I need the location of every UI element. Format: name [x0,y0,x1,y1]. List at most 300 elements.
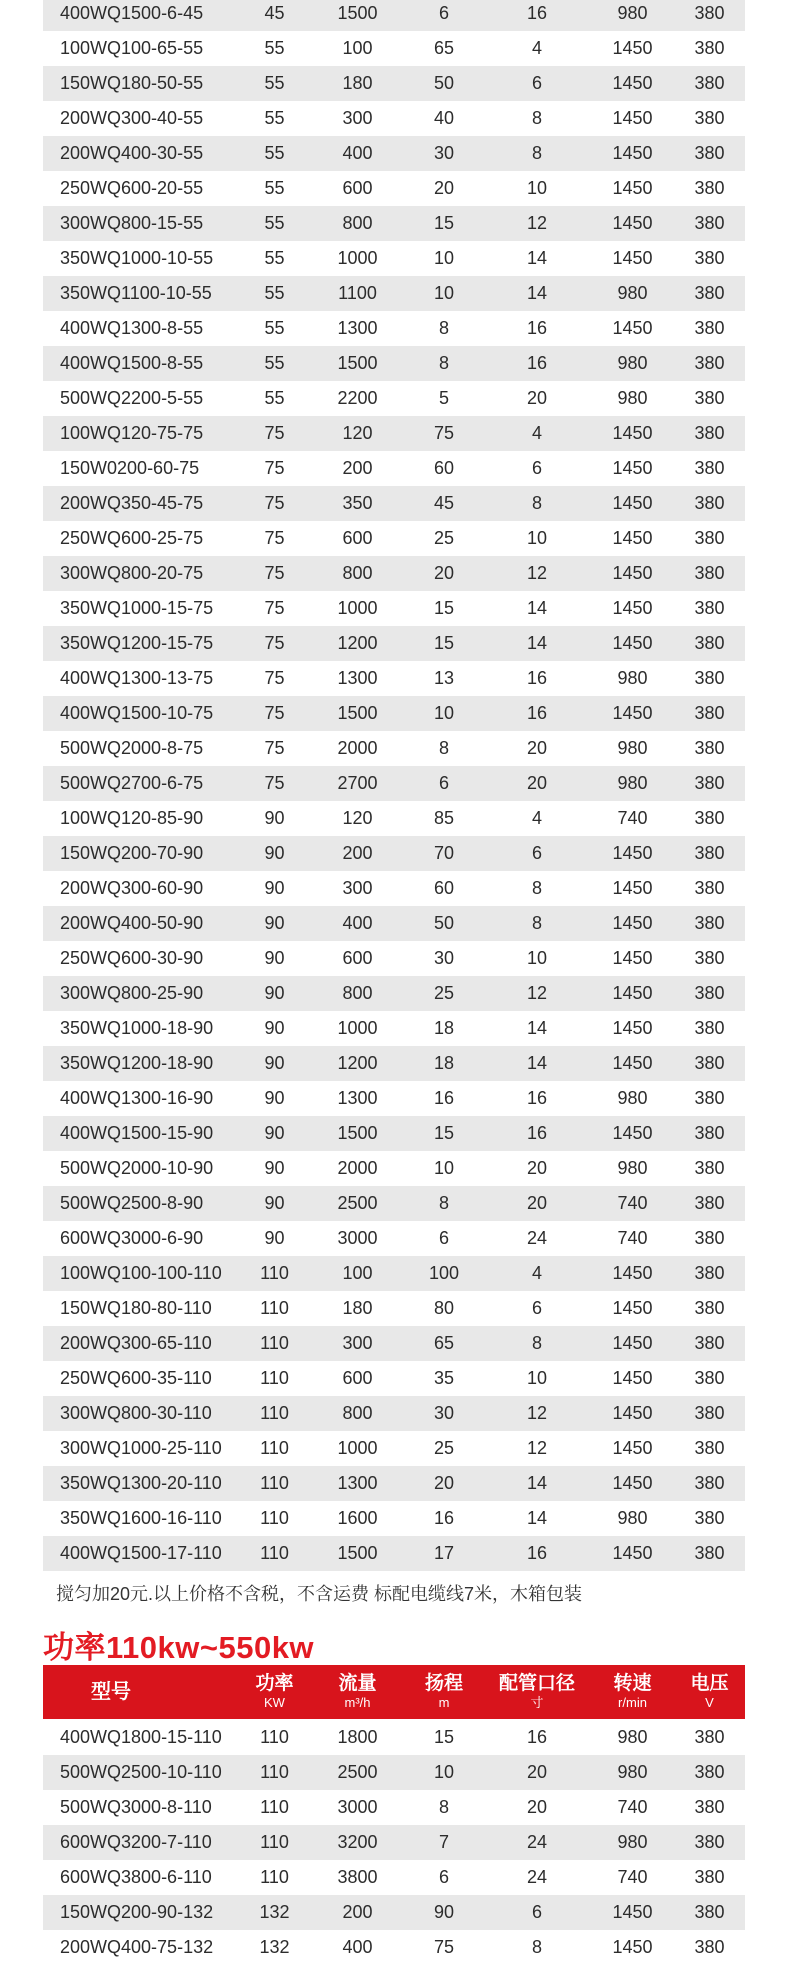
voltage-cell: 380 [694,353,725,373]
table-row [43,591,745,626]
speed-cell: 1450 [612,1368,653,1388]
pipe-size-cell: 4 [531,38,542,58]
voltage-cell: 380 [694,248,725,268]
power-cell: 110 [260,1867,289,1887]
voltage-cell: 380 [694,1867,725,1887]
head-cell: 8 [438,1797,449,1817]
table-row [43,1256,745,1291]
header-voltage-unit: V [705,1695,714,1710]
power-cell: 110 [260,1762,289,1782]
flow-cell: 200 [342,843,373,863]
speed-cell: 1450 [612,1543,653,1563]
model-cell: 350WQ1300-20-110 [60,1473,222,1493]
head-cell: 20 [433,1473,455,1493]
voltage-cell: 380 [694,1228,725,1248]
flow-cell: 2200 [337,388,378,408]
power-cell: 55 [264,178,285,198]
model-cell: 500WQ3000-8-110 [60,1797,212,1817]
table-row [43,906,745,941]
table-row [43,871,745,906]
model-cell: 250WQ600-20-55 [60,178,204,198]
pipe-size-cell: 8 [531,1333,542,1353]
model-cell: 350WQ1200-18-90 [60,1053,214,1073]
pipe-size-cell: 16 [526,353,548,373]
table-row [43,1466,745,1501]
pipe-size-cell: 16 [526,668,548,688]
power-cell: 75 [264,458,285,478]
power-cell: 110 [260,1797,289,1817]
power-cell: 55 [264,143,285,163]
voltage-cell: 380 [694,1018,725,1038]
pipe-size-cell: 16 [526,1088,548,1108]
speed-cell: 980 [617,668,648,688]
table-row [43,836,745,871]
table-row [43,696,745,731]
voltage-cell: 380 [694,318,725,338]
voltage-cell: 380 [694,1832,725,1852]
speed-cell: 1450 [612,703,653,723]
model-cell: 100WQ120-85-90 [60,808,204,828]
power-cell: 110 [260,1368,289,1388]
speed-cell: 980 [617,1088,648,1108]
header-speed-label: 转速 [613,1673,652,1694]
speed-cell: 1450 [612,913,653,933]
head-cell: 70 [433,843,455,863]
flow-cell: 400 [342,1937,373,1957]
flow-cell: 1200 [337,633,378,653]
speed-cell: 740 [617,808,648,828]
speed-cell: 1450 [612,598,653,618]
speed-cell: 1450 [612,493,653,513]
speed-cell: 1450 [612,108,653,128]
speed-cell: 1450 [612,1053,653,1073]
header-pipe-size-unit: 寸 [530,1695,544,1710]
power-cell: 55 [264,283,285,303]
price-note: 搅匀加20元.以上价格不含税，不含运费 标配电缆线7米，木箱包装 [56,1584,583,1604]
table-row [43,171,745,206]
head-cell: 6 [438,1867,449,1887]
table-row [43,1790,745,1825]
pipe-size-cell: 8 [531,143,542,163]
speed-cell: 1450 [612,423,653,443]
pipe-size-cell: 8 [531,913,542,933]
flow-cell: 400 [342,143,373,163]
flow-cell: 3800 [337,1867,378,1887]
speed-cell: 1450 [612,213,653,233]
table-row [43,1361,745,1396]
model-cell: 100WQ120-75-75 [60,423,204,443]
speed-cell: 1450 [612,458,653,478]
voltage-cell: 380 [694,458,725,478]
table-row [43,346,745,381]
voltage-cell: 380 [694,1473,725,1493]
voltage-cell: 380 [694,773,725,793]
speed-cell: 1450 [612,248,653,268]
pipe-size-cell: 20 [526,1193,548,1213]
power-cell: 110 [260,1473,289,1493]
speed-cell: 1450 [612,633,653,653]
power-cell: 110 [260,1403,289,1423]
flow-cell: 1500 [337,1123,378,1143]
header-voltage [674,1673,745,1711]
flow-cell: 2000 [337,1158,378,1178]
table-row [43,1396,745,1431]
head-cell: 16 [433,1088,455,1108]
power-cell: 75 [264,703,285,723]
flow-cell: 1500 [337,1543,378,1563]
pipe-size-cell: 24 [526,1867,548,1887]
power-cell: 75 [264,633,285,653]
table-row [43,416,745,451]
speed-cell: 980 [617,738,648,758]
pipe-size-cell: 14 [526,1508,548,1528]
voltage-cell: 380 [694,143,725,163]
table-row [43,1221,745,1256]
voltage-cell: 380 [694,1727,725,1747]
speed-cell: 740 [617,1797,648,1817]
model-cell: 150WQ180-50-55 [60,73,204,93]
head-cell: 30 [433,143,455,163]
table-row [43,1011,745,1046]
table-row [43,1755,745,1790]
speed-cell: 1450 [612,563,653,583]
table-row [43,241,745,276]
table-row [43,1930,745,1965]
model-cell: 200WQ400-50-90 [60,913,204,933]
head-cell: 8 [438,318,449,338]
pipe-size-cell: 20 [526,773,548,793]
model-cell: 400WQ1300-8-55 [60,318,204,338]
table-row [43,1536,745,1571]
voltage-cell: 380 [694,1333,725,1353]
speed-cell: 1450 [612,1937,653,1957]
flow-cell: 120 [342,423,373,443]
voltage-cell: 380 [694,1508,725,1528]
table-row [43,521,745,556]
model-cell: 300WQ800-15-55 [60,213,204,233]
pipe-size-cell: 14 [526,248,548,268]
pipe-size-cell: 24 [526,1228,548,1248]
power-cell: 75 [264,528,285,548]
voltage-cell: 380 [694,703,725,723]
speed-cell: 1450 [612,1438,653,1458]
header-model-label: 型号 [91,1681,131,1703]
power-cell: 110 [260,1263,289,1283]
voltage-cell: 380 [694,738,725,758]
head-cell: 50 [433,913,455,933]
speed-cell: 1450 [612,178,653,198]
power-cell: 110 [260,1543,289,1563]
voltage-cell: 380 [694,1123,725,1143]
head-cell: 10 [433,1762,455,1782]
model-cell: 400WQ1500-8-55 [60,353,204,373]
power-cell: 45 [264,3,285,23]
speed-cell: 1450 [612,528,653,548]
model-cell: 350WQ1000-15-75 [60,598,214,618]
voltage-cell: 380 [694,843,725,863]
flow-cell: 1500 [337,3,378,23]
power-cell: 132 [259,1902,290,1922]
pipe-size-cell: 14 [526,1018,548,1038]
table-row [43,1431,745,1466]
power-cell: 75 [264,598,285,618]
head-cell: 8 [438,738,449,758]
table-row [43,941,745,976]
model-cell: 250WQ600-30-90 [60,948,204,968]
flow-cell: 800 [342,213,373,233]
table-row [43,1081,745,1116]
voltage-cell: 380 [694,178,725,198]
model-cell: 200WQ300-65-110 [60,1333,212,1353]
head-cell: 7 [438,1832,449,1852]
power-cell: 90 [264,1088,285,1108]
power-cell: 110 [260,1438,289,1458]
speed-cell: 1450 [612,38,653,58]
model-cell: 200WQ300-40-55 [60,108,204,128]
flow-cell: 2000 [337,738,378,758]
table-row [43,801,745,836]
speed-cell: 1450 [612,1263,653,1283]
model-cell: 350WQ1100-10-55 [60,283,212,303]
voltage-cell: 380 [694,493,725,513]
table-row [43,0,745,31]
head-cell: 90 [433,1902,455,1922]
model-cell: 400WQ1800-15-110 [60,1727,222,1747]
model-cell: 500WQ2000-8-75 [60,738,204,758]
head-cell: 25 [433,983,455,1003]
power-cell: 90 [264,983,285,1003]
model-cell: 500WQ2500-8-90 [60,1193,204,1213]
speed-cell: 980 [617,3,648,23]
model-cell: 100WQ100-100-110 [60,1263,222,1283]
flow-cell: 300 [342,1333,373,1353]
head-cell: 10 [433,248,455,268]
table-row [43,1326,745,1361]
flow-cell: 300 [342,108,373,128]
pipe-size-cell: 4 [531,1263,542,1283]
header-flow-unit: m³/h [344,1695,371,1710]
speed-cell: 1450 [612,1902,653,1922]
pipe-size-cell: 20 [526,1797,548,1817]
head-cell: 15 [433,213,455,233]
power-cell: 90 [264,948,285,968]
flow-cell: 1500 [337,353,378,373]
speed-cell: 740 [617,1228,648,1248]
table-row [43,1825,745,1860]
head-cell: 10 [433,703,455,723]
head-cell: 17 [433,1543,455,1563]
power-cell: 90 [264,878,285,898]
power-cell: 90 [264,1018,285,1038]
pipe-size-cell: 14 [526,283,548,303]
voltage-cell: 380 [694,563,725,583]
power-cell: 90 [264,1158,285,1178]
model-cell: 600WQ3000-6-90 [60,1228,204,1248]
flow-cell: 600 [342,178,373,198]
pipe-size-cell: 10 [526,1368,548,1388]
speed-cell: 980 [617,1832,648,1852]
pipe-size-cell: 6 [531,458,542,478]
head-cell: 15 [433,633,455,653]
head-cell: 85 [433,808,455,828]
model-cell: 200WQ350-45-75 [60,493,204,513]
head-cell: 20 [433,178,455,198]
pipe-size-cell: 6 [531,1298,542,1318]
power-cell: 110 [260,1727,289,1747]
speed-cell: 980 [617,353,648,373]
head-cell: 100 [428,1263,460,1283]
flow-cell: 400 [342,913,373,933]
flow-cell: 1300 [337,318,378,338]
voltage-cell: 380 [694,1298,725,1318]
model-cell: 400WQ1500-6-45 [60,3,204,23]
head-cell: 60 [433,458,455,478]
power-cell: 75 [264,668,285,688]
pipe-size-cell: 6 [531,843,542,863]
pump-spec-table-bottom [43,1720,745,1965]
table-row [43,136,745,171]
head-cell: 75 [433,1937,455,1957]
flow-cell: 3000 [337,1797,378,1817]
header-head-unit: m [438,1695,450,1710]
voltage-cell: 380 [694,1088,725,1108]
pipe-size-cell: 14 [526,1473,548,1493]
model-cell: 300WQ1000-25-110 [60,1438,222,1458]
speed-cell: 980 [617,283,648,303]
speed-cell: 740 [617,1193,648,1213]
flow-cell: 1200 [337,1053,378,1073]
power-cell: 55 [264,73,285,93]
head-cell: 40 [433,108,455,128]
table-row [43,486,745,521]
flow-cell: 800 [342,1403,373,1423]
flow-cell: 180 [342,1298,373,1318]
speed-cell: 980 [617,1158,648,1178]
header-pipe-size [483,1673,591,1711]
model-cell: 250WQ600-35-110 [60,1368,212,1388]
header-flow-label: 流量 [338,1673,377,1694]
voltage-cell: 380 [694,983,725,1003]
table-row [43,1151,745,1186]
table-row [43,766,745,801]
model-cell: 400WQ1300-16-90 [60,1088,214,1108]
flow-cell: 2500 [337,1193,378,1213]
speed-cell: 1450 [612,983,653,1003]
pipe-size-cell: 20 [526,1762,548,1782]
voltage-cell: 380 [694,388,725,408]
flow-cell: 600 [342,1368,373,1388]
head-cell: 6 [438,1228,449,1248]
speed-cell: 980 [617,388,648,408]
head-cell: 35 [433,1368,455,1388]
voltage-cell: 380 [694,1193,725,1213]
model-cell: 200WQ400-75-132 [60,1937,214,1957]
model-cell: 350WQ1600-16-110 [60,1508,222,1528]
table-row [43,311,745,346]
flow-cell: 2700 [337,773,378,793]
head-cell: 6 [438,3,449,23]
speed-cell: 1450 [612,1298,653,1318]
table-row [43,626,745,661]
table-row [43,66,745,101]
speed-cell: 1450 [612,843,653,863]
model-cell: 400WQ1300-13-75 [60,668,214,688]
table-row [43,1720,745,1755]
table-row [43,1860,745,1895]
flow-cell: 2500 [337,1762,378,1782]
pipe-size-cell: 16 [526,703,548,723]
model-cell: 300WQ800-20-75 [60,563,204,583]
flow-cell: 300 [342,878,373,898]
power-cell: 90 [264,808,285,828]
head-cell: 6 [438,773,449,793]
header-voltage-label: 电压 [690,1673,729,1694]
power-cell: 110 [260,1298,289,1318]
pipe-size-cell: 8 [531,108,542,128]
head-cell: 65 [433,1333,455,1353]
power-cell: 90 [264,913,285,933]
model-cell: 500WQ2700-6-75 [60,773,204,793]
flow-cell: 180 [342,73,373,93]
power-cell: 110 [260,1508,289,1528]
flow-cell: 800 [342,983,373,1003]
voltage-cell: 380 [694,1762,725,1782]
table-row [43,556,745,591]
voltage-cell: 380 [694,38,725,58]
head-cell: 65 [433,38,455,58]
table-row [43,1501,745,1536]
pipe-size-cell: 6 [531,1902,542,1922]
head-cell: 13 [433,668,455,688]
head-cell: 18 [433,1053,455,1073]
pipe-size-cell: 4 [531,423,542,443]
model-cell: 150WQ200-90-132 [60,1902,214,1922]
power-cell: 90 [264,843,285,863]
pipe-size-cell: 16 [526,3,548,23]
spec-table-header [43,1665,745,1719]
table-row [43,731,745,766]
flow-cell: 1800 [337,1727,378,1747]
model-cell: 300WQ800-25-90 [60,983,204,1003]
header-power [239,1673,310,1711]
model-cell: 500WQ2000-10-90 [60,1158,214,1178]
voltage-cell: 380 [694,1797,725,1817]
model-cell: 300WQ800-30-110 [60,1403,212,1423]
flow-cell: 1000 [337,598,378,618]
table-row [43,276,745,311]
power-cell: 75 [264,563,285,583]
flow-cell: 1000 [337,1438,378,1458]
head-cell: 80 [433,1298,455,1318]
power-cell: 75 [264,738,285,758]
head-cell: 16 [433,1508,455,1528]
voltage-cell: 380 [694,633,725,653]
model-cell: 500WQ2200-5-55 [60,388,204,408]
flow-cell: 1300 [337,1473,378,1493]
header-power-unit: KW [264,1695,285,1710]
flow-cell: 600 [342,948,373,968]
pipe-size-cell: 20 [526,1158,548,1178]
model-cell: 150WQ200-70-90 [60,843,204,863]
header-head [405,1673,483,1711]
pipe-size-cell: 12 [526,983,548,1003]
voltage-cell: 380 [694,528,725,548]
table-row [43,381,745,416]
model-cell: 100WQ100-65-55 [60,38,204,58]
header-speed-unit: r/min [618,1695,647,1710]
voltage-cell: 380 [694,1053,725,1073]
speed-cell: 1450 [612,1333,653,1353]
